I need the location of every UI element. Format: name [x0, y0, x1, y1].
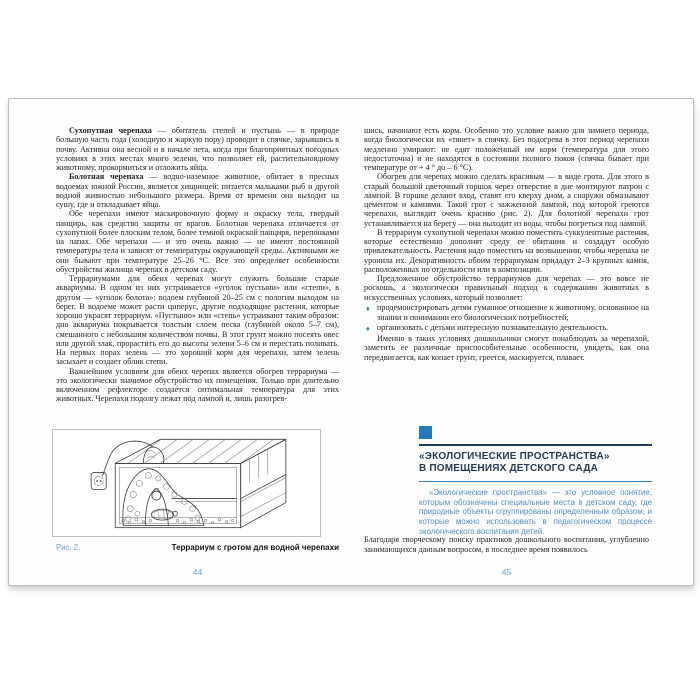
paragraph: шись, начинают есть корм. Особенно это условие важно для зимнего периода, когда биологически их «тянет» в спячку. Без подогрева в этот период черепахи медленно умирают: не едят положенный им корм (температура для этого недостаточна) и не находятся в состоянии полного покоя (спячка бывает при температуре от + 4 ° до – 6 °C).	[364, 126, 649, 172]
diamond-bullet-icon: ♦	[366, 323, 370, 333]
figure-label: Рис. 2.	[56, 543, 81, 552]
page-44	[56, 126, 339, 404]
section-title-line1: «ЭКОЛОГИЧЕСКИЕ ПРОСТРАНСТВА»	[419, 450, 610, 462]
section-title-line2: В ПОМЕЩЕНИЯХ ДЕТСКОГО САДА	[419, 463, 599, 475]
list-item	[364, 323, 649, 332]
paragraph	[56, 172, 339, 209]
paragraph: Именно в таких условиях дошкольники смогут понаблюдать за черепахой, заметить ее различные приспособительные особенности, увидеть, как она передвигается, как копает грунт, греется, маскируется, плавает.	[364, 334, 649, 362]
paragraph: В террариум сухопутной черепахи можно поместить суккулентные растения, которые естественно дополнят среду ее обитания и создадут особую привлекательность. Растения надо поместить на возвышении, чтобы черепаха не уронила их. Декоративность обоим террариумам придадут 2–3 крупных камня, расположенных по отдельности или в композиции.	[364, 227, 649, 274]
page-45	[364, 126, 649, 362]
paragraph: Обе черепахи имеют маскировочную форму и окраску тела, твердый панцирь, как средство защиты от врагов. Болотная черепаха отличается от сухопутной более плоским телом, более темной окраской панциря, перепонками на лапах. Обе черепахи — и это очень важно — не имеют постоянной температуры тела и зависят от температуры окружающей среды. Активными же они бывают при температуре 25–26 °C. Все это определяет особенности обустройства жилища черепах в детском саду.	[56, 209, 339, 274]
paragraph-lead: Сухопутная черепаха	[69, 126, 152, 135]
list-item-text: продемонстрировать детям гуманное отношение к животному, основанное на знании и понимании его биологических потребностей;	[377, 303, 649, 322]
list-item-text: организовать с детьми интересную познавательную деятельность.	[377, 323, 609, 333]
figure-caption-row	[56, 543, 339, 552]
book-spread	[8, 98, 694, 586]
paragraph-text: — водно-наземное животное, обитает в пресных водоемах южной России, является хищницей: питается мальками рыб и другой водной живностью небольшого размера. Время от времени она выходит на сушу, где и откладывает яйца.	[56, 172, 340, 209]
figure-frame	[52, 429, 321, 537]
paragraph: Обогрев для черепах можно сделать красивым — в виде грота. Для этого в старый большой цветочный горшок через отверстие в дне монтируют патрон с лампой. В горшке делают вход, ставят его кверху дном, а снаружи обмазывают цементом и камнями. Такой грот с зажженной лампой, под которой греются черепахи, выглядит очень красиво (рис. 2). Для болотной черепахи грот устанавливается на берегу — она выходит из воды, чтобы погреться под лампой.	[364, 172, 649, 228]
figure-caption: Террариум с гротом для водной черепахи	[171, 543, 339, 552]
page-number-44: 44	[192, 567, 203, 577]
section-heading-block	[419, 426, 652, 536]
heading-bottom-rule	[419, 481, 652, 483]
paragraph: Важнейшим условием для обеих черепах является обогрев террариума — это экологически значимое обустройство их помещения. Только при длительно включенном рефлекторе создается оптимальная температура для этих животных. Черепахи подолгу лежат под лампой и, лишь разогрев-	[56, 366, 339, 404]
paragraph: Благодаря творческому поиску практиков дошкольного воспитания, углубленно занимающихся данным вопросом, в последнее время появилось	[364, 535, 649, 554]
section-definition-quote: «Экологические пространства» — это условное понятие, которым обозначены специальные места в детском саду, где природные объекты сгруппированы определенным образом, и которые можно использовать в педагогическом процессе экологического воспитания детей.	[419, 488, 652, 536]
list-item	[364, 303, 649, 322]
paragraph: Предложенное обустройство террариумов для черепах — это вовсе не роскошь, а экологически правильный подход к содержанию животных в искусственных условиях, который позволяет:	[364, 274, 649, 302]
blue-square-marker	[419, 426, 432, 439]
paragraph	[56, 126, 339, 172]
page-number-45: 45	[501, 567, 512, 577]
paragraph-lead: Болотная черепаха	[69, 172, 144, 182]
diamond-bullet-icon: ♦	[366, 303, 370, 313]
paragraph-text: — обитатель степей и пустынь — в природе большую часть года (холодную и жаркую пору) проводит в спячке, зарывшись в почву. Активна она весной и в начале лета, когда при благоприятных погодных условиях в этих местах много зелени, что позволяет ей, растительноядному животному, прокормиться и отложить яйца.	[56, 126, 339, 172]
paragraph: Террариумами для обеих черепах могут служить большие старые аквариумы. В одном из них устраивается «уголок пустыни» или «степи», в другом — «уголок болота»: водоем глубиной 20–25 см с пологим выходом на берег. В водоеме может расти циперус, другие подходящие растения, которые хорошо украсят террариум. «Пустыню» или «степь» устраивают таким образом: дно аквариума покрывается толстым слоем песка (глубиной около 5–7 см), смешанного с небольшим количеством почвы. В этот грунт можно посеять овес или другой злак, прорастить его до высоты зелени 5–6 см и перестать поливать. На первых порах зелень — это хороший корм для черепахи, затем зелень засыхает и создает облик степи.	[56, 274, 339, 367]
terrarium-illustration	[53, 430, 320, 536]
heading-top-rule	[419, 444, 652, 446]
